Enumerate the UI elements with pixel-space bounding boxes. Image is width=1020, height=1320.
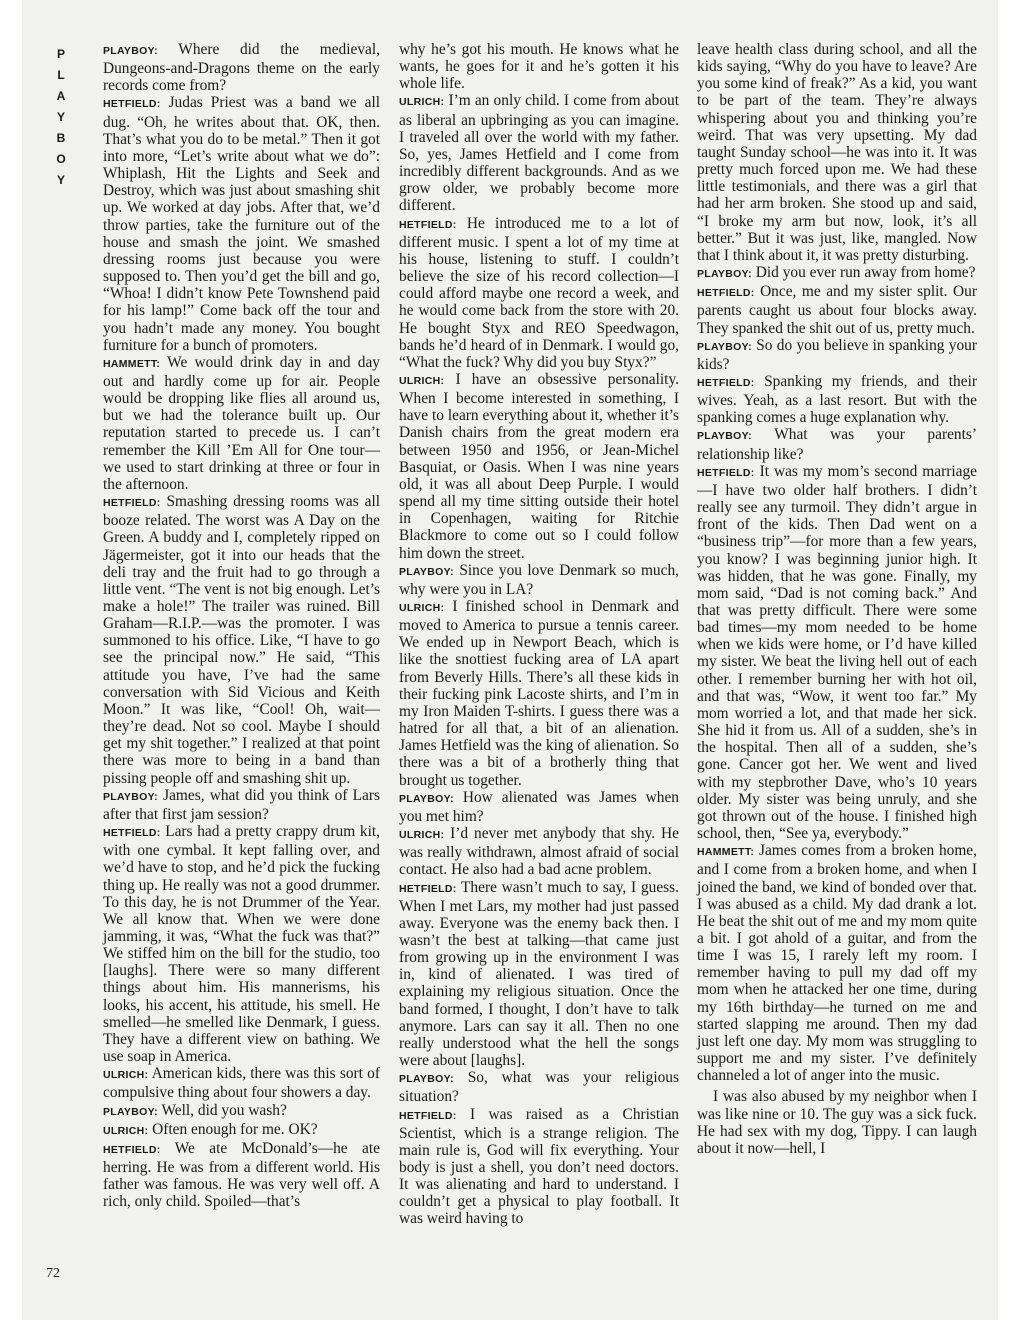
paragraph-text: I finished school in Denmark and moved to America to pursue a tennis career. We ended up in Newport Beach, which is like the snottiest fucking area of LA apart from Beverly Hills. There’s all these kids in their fucking pink Lacoste shirts, and I’m in my Iron Maiden T-shirts. I guess there was a hatred for all that, a bit of an alienation. James Hetfield was the king of alienation. So there was a bit of a brotherly thing that brought us together. [399, 598, 679, 789]
running-head-letter: B [56, 131, 66, 145]
speaker-label: HETFIELD: [103, 1143, 161, 1156]
speaker-label: HETFIELD: [103, 827, 161, 840]
speaker-label: HETFIELD: [103, 497, 161, 510]
paragraph-text: Often enough for me. OK? [152, 1120, 318, 1138]
paragraph-text: He introduced me to a lot of different music. I spent a lot of my time at his house, listening to stuff. I couldn’t believe the size of his record collection—I could afford maybe one record a week, and he would come back from the store with 20. He bought Styx and REO Speedwagon, bands he’d heard of in Denmark. I would go, “What the fuck? Why did you buy Styx?” [399, 214, 679, 371]
interview-paragraph [697, 1088, 977, 1157]
interview-paragraph [399, 41, 679, 92]
interview-paragraph [103, 94, 380, 353]
speaker-label: PLAYBOY: [697, 430, 752, 443]
paragraph-text: I have an obsessive personality. When I become interested in something, I have to learn everything about it, whether it’s Danish chairs from the great modern era between 1950 and 1956, or Jean-Michel Basquiat, or Oasis. When I was nine years old, it was all about Deep Purple. I would spend all my time sitting outside their hotel in Copenhagen, waiting for Ritchie Blackmore to come out so I could follow him down the street. [399, 370, 679, 562]
interview-paragraph [399, 562, 679, 598]
running-head [50, 44, 72, 191]
paragraph-text: I was also abused by my neighbor when I was like nine or 10. The guy was a sick fuck. He had sex with my dog, Tippy. I can laugh about it now—hell, I [697, 1088, 977, 1157]
interview-paragraph [399, 879, 679, 1070]
paragraph-text: So, what was your religious situation? [399, 1069, 679, 1106]
speaker-label: HAMMETT: [103, 357, 161, 370]
speaker-label: ULRICH: [399, 602, 445, 614]
interview-paragraph [103, 823, 380, 1065]
interview-paragraph [103, 1065, 380, 1101]
paragraph-text: I’m an only child. I come from about as liberal an upbringing as you can imagine. I traveled all over the world with my father. So, yes, James Hetfield and I come from incredibly different backgrounds. And as we grow older, we probably become more different. [399, 92, 679, 215]
speaker-label: ULRICH: [103, 1124, 149, 1137]
speaker-label: HETFIELD: [399, 218, 457, 231]
interview-paragraph [697, 426, 977, 462]
paragraph-text: There wasn’t much to say, I guess. When I met Lars, my mother had just passed away. Everyone was the enemy back then. I wasn’t the best at talking—that came just from growing up in the environment I was in, kind of alienated. I was tired of explaining my religious situation. Once the band formed, I thought, I don’t have to talk anymore. Lars can say it all. Then no one really understood what the hell the songs were about [laughs]. [399, 878, 679, 1070]
interview-paragraph [399, 1106, 679, 1228]
speaker-label: ULRICH: [399, 829, 445, 842]
interview-paragraph [399, 92, 679, 214]
speaker-label: HETFIELD: [697, 376, 755, 389]
paragraph-text: Well, did you wash? [161, 1101, 287, 1119]
running-head-letter: P [56, 47, 65, 61]
speaker-label: HAMMETT: [697, 846, 755, 859]
speaker-label: PLAYBOY: [103, 45, 158, 57]
paragraph-text: So do you believe in spanking your kids? [697, 336, 977, 373]
speaker-label: HETFIELD: [399, 1109, 457, 1122]
paragraph-text: leave health class during school, and all the kids saying, “Why do you have to leave? Are you some kind of freak?” As a kid, you want to be part of the team. They’re always whispering about you and thinking you’re weird. That was very upsetting. My dad taught Sunday school—he was into it. It was pretty much forced upon me. We had these little testimonials, and there was a girl that had her arm broken. She stood up and said, “I broke my arm but now, look, it’s all better.” But it was just, like, mangled. Now that I think about it, it was pretty disturbing. [697, 41, 977, 264]
speaker-label: HETFIELD: [697, 466, 755, 479]
speaker-label: PLAYBOY: [697, 268, 752, 281]
speaker-label: HETFIELD: [399, 882, 457, 895]
paragraph-text: Where did the medieval, Dungeons-and-Dragons theme on the early records come from? [103, 41, 380, 95]
paragraph-text: Spanking my friends, and their wives. Yeah, as a last resort. But with the spanking comes a huge explanation why. [697, 372, 977, 427]
interview-paragraph [697, 337, 977, 373]
paragraph-text: Did you ever run away from home? [755, 264, 976, 282]
interview-paragraph [103, 354, 380, 493]
running-head-letter: O [56, 152, 66, 166]
page-number: 72 [46, 1266, 60, 1281]
paragraph-text: We would drink day in and day out and hardly come up for air. People would be dropping like flies all around us, but we had the tolerance built up. Our reputation started to precede us. I can’t remember the Kill ’Em All for One tour—we used to start drinking at three or four in the afternoon. [103, 353, 381, 493]
interview-paragraph [399, 371, 679, 562]
interview-paragraph [399, 1069, 679, 1105]
speaker-label: HETFIELD: [697, 287, 755, 300]
paragraph-text: James, what did you think of Lars after that first jam session? [103, 786, 380, 823]
interview-paragraph [697, 842, 977, 1084]
interview-paragraph [399, 598, 679, 789]
speaker-label: ULRICH: [399, 96, 445, 109]
paragraph-text: How alienated was James when you met him? [399, 788, 679, 825]
interview-paragraph [103, 1121, 380, 1140]
paragraph-text: It was my mom’s second marriage—I have two older half brothers. I didn’t really see any turmoil. They didn’t argue in front of the kids. Then Dad went on a “business trip”—for more than a few years, you know? I was beginning junior high. It was hidden, that he was gone. Finally, my mom said, “Dad is not coming back.” And that was pretty difficult. There were some bad times—my mom needed to be home when we kids were home, or I’d have killed my sister. We beat the living hell out of each other. I remember burning her with hot oil, and that was, “Wow, it went too far.” My mom worried a lot, and that made her sick. She hid it from us. All of a sudden, she’s in the hospital. Then all of a sudden, she’s gone. Cancer got her. We went and lived with my stepbrother Dave, who’s 10 years older. My sister was being unruly, and she got thrown out of the house. I finished high school, then, “See ya, everybody.” [697, 462, 977, 843]
paragraph-text: Judas Priest was a band we all dug. “Oh, he writes about that. OK, then. That’s what you do to be metal.” Then it got into more, “Let’s write about what we do”: Whiplash, Hit the Lights and Seek and Destroy, which was just about smashing shit up. We worked at day jobs. After that, we’d throw parties, take the furniture out of the house and smash the joint. We smashed dressing rooms just because you were supposed to. Then you’d get the bill and go, “Whoa! I didn’t know Pete Townshend paid for his lamp!” Come back off the tour and you hadn’t made any money. You bought furniture for a bunch of promoters. [103, 94, 380, 354]
interview-paragraph [103, 493, 380, 787]
speaker-label: PLAYBOY: [103, 790, 158, 803]
interview-paragraph [697, 463, 977, 842]
interview-paragraph [399, 215, 679, 371]
speaker-label: PLAYBOY: [399, 792, 454, 805]
text-column-3 [697, 41, 977, 1157]
speaker-label: PLAYBOY: [399, 565, 454, 578]
interview-paragraph [103, 787, 380, 823]
paragraph-text: American kids, there was this sort of compulsive thing about four showers a day. [103, 1065, 380, 1102]
running-head-letter: A [56, 89, 66, 103]
paragraph-text: Smashing dressing rooms was all booze related. The worst was A Day on the Green. A buddy and I, completely ripped on Jägermeister, got it into our heads that the deli tray and the fruit had to go through a little vent. “The vent is not big enough. Let’s make a hole!” The trailer was ruined. Bill Graham—R.I.P.—was the promoter. I was summoned to his office. Like, “I have to go see the principal now.” He said, “This attitude you have, I’ve had the same conversation with Sid Vicious and Keith Moon.” It was like, “Cool! Oh, wait—they’re dead. Not so cool. Maybe I should get my shit together.” I realized at that point there was more to being in a band than pissing people off and smashing shit up. [103, 493, 380, 787]
speaker-label: PLAYBOY: [399, 1073, 454, 1086]
interview-paragraph [103, 41, 380, 94]
paragraph-text: I’d never met anybody that shy. He was really withdrawn, almost afraid of social contact. He also had a bad acne problem. [399, 825, 679, 879]
running-head-letter: L [57, 68, 65, 82]
paragraph-text: Once, me and my sister split. Our parents caught us about four blocks away. They spanked the shit out of us, pretty much. [697, 283, 977, 337]
paragraph-text: James comes from a broken home, and I come from a broken home, and when I joined the band, we kind of bonded over that. I was abused as a child. My dad drank a lot. He beat the shit out of me and my mom quite a bit. I got ahold of a guitar, and from the time I was 15, I rarely left my room. I remember having to pull my dad off my mom when he attacked her one time, during my 16th birthday—he turned on me and started slapping me around. Then my dad just left one day. My mom was struggling to support me and my sister. I’ve definitely channeled a lot of anger into the music. [697, 842, 977, 1085]
interview-paragraph [103, 1102, 380, 1121]
interview-paragraph [697, 283, 977, 336]
interview-paragraph [697, 373, 977, 426]
paragraph-text: I was raised as a Christian Scientist, which is a strange religion. The main rule is, God will fix everything. Your body is just a shell, you don’t need doctors. It was alienating and hard to understand. I couldn’t get a physical to play football. It was weird having to [399, 1105, 679, 1228]
paragraph-text: We ate McDonald’s—he ate herring. He was from a different world. His father was famous. He was very well off. A rich, only child. Spoiled—that’s [103, 1139, 380, 1211]
interview-paragraph [399, 789, 679, 825]
speaker-label: ULRICH: [103, 1069, 149, 1082]
interview-paragraph [697, 41, 977, 264]
paragraph-text: Lars had a pretty crappy drum kit, with one cymbal. It kept falling over, and we’d have to stop, and he’d pick the fucking thing up. He really was not a good drummer. To this day, he is not Drummer of the Year. We all know that. When we were done jamming, it was, “What the fuck was that?” We stiffed him on the bill for the studio, too [laughs]. There were so many different things about him. His mannerisms, his looks, his accent, his attitude, his smell. He smelled—he smelled like Denmark, I guess. They have a different view on bathing. We use soap in America. [103, 823, 380, 1066]
speaker-label: HETFIELD: [103, 98, 161, 111]
running-head-letter: Y [56, 173, 65, 187]
interview-paragraph [103, 1140, 380, 1211]
running-head-letter: Y [56, 110, 65, 124]
speaker-label: PLAYBOY: [103, 1105, 158, 1118]
text-column-2 [399, 41, 679, 1228]
speaker-label: ULRICH: [399, 374, 445, 387]
magazine-page [22, 0, 998, 1320]
paragraph-text: What was your parents’ relationship like? [697, 426, 977, 463]
speaker-label: PLAYBOY: [697, 340, 752, 353]
paragraph-text: Since you love Denmark so much, why were you in LA? [399, 561, 679, 598]
text-column-1 [103, 41, 380, 1210]
interview-paragraph [697, 264, 977, 283]
paragraph-text: why he’s got his mouth. He knows what he wants, he goes for it and he’s gotten it his whole life. [399, 41, 679, 93]
interview-paragraph [399, 825, 679, 878]
